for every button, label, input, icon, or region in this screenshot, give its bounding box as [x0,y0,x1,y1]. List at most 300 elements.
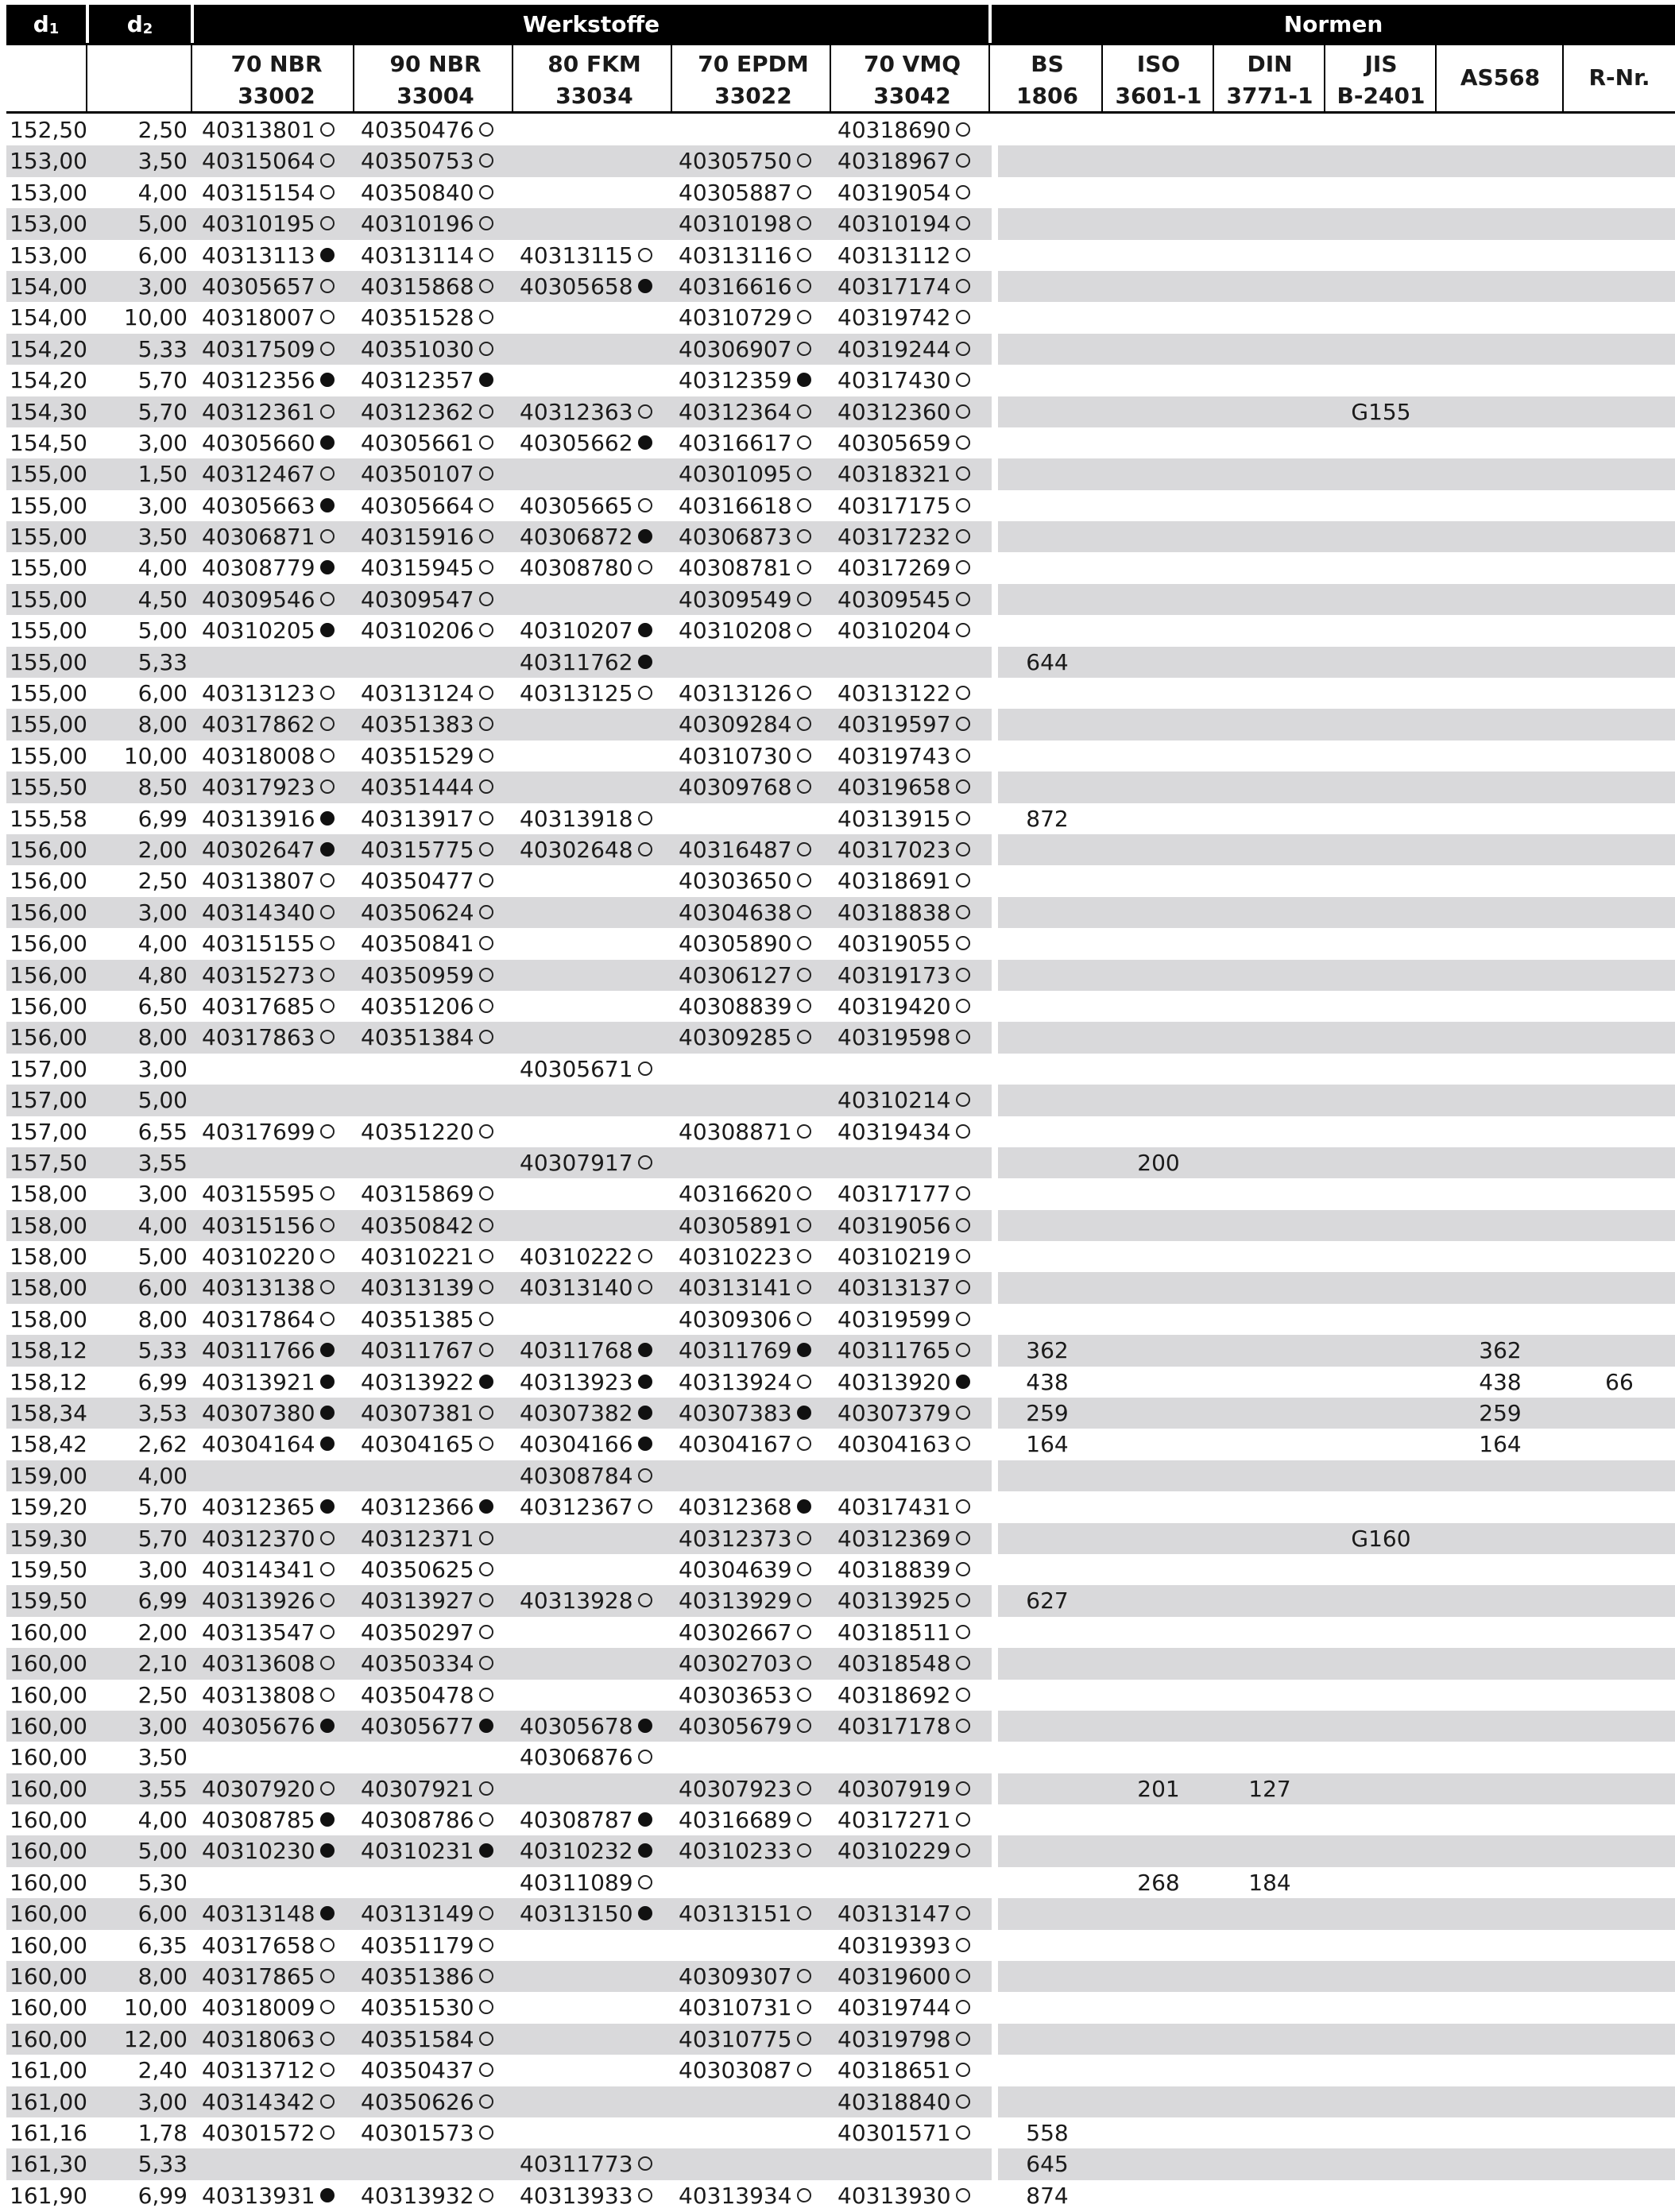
cell-norm-iso [1104,427,1213,458]
cell-material-33034 [520,1523,663,1554]
cell-material-33002 [202,1178,345,1209]
filled-circle-icon [479,1843,493,1858]
article-number: 40308781 [679,555,792,582]
cell-d1: 155,00 [10,617,87,644]
filled-circle-icon [320,1719,335,1733]
cell-d2: 4,00 [137,1807,188,1834]
cell-norm-as568 [1438,741,1562,771]
material-header-3 [674,45,833,110]
cell-norm-as568 [1438,2117,1562,2148]
cell-material-33042 [838,1961,981,1992]
open-circle-icon [320,686,335,700]
cell-norm-bs [993,1460,1101,1491]
cell-norm-rnr [1565,803,1673,834]
cell-d1: 155,00 [10,742,87,769]
table-row [6,1335,1675,1366]
cell-d1: 160,00 [10,1838,87,1865]
cell-norm-rnr [1565,1429,1673,1460]
table-row [6,1022,1675,1053]
cell-material-33002 [202,2148,345,2179]
article-number: 40313923 [520,1368,633,1395]
open-circle-icon [320,216,335,230]
cell-norm-as568 [1438,490,1562,521]
article-number: 40351384 [361,1024,474,1051]
cell-norm-iso [1104,1429,1213,1460]
cell-norm-rnr [1565,2180,1673,2211]
open-circle-icon [479,1625,493,1639]
article-number: 40311769 [679,1337,792,1364]
cell-material-33002 [202,1711,345,1742]
cell-d2: 2,50 [137,117,188,143]
cell-d2: 5,33 [137,335,188,362]
open-circle-icon [797,1124,811,1139]
article-number: 40318692 [838,1681,951,1708]
open-circle-icon [320,185,335,199]
article-number: 40313930 [838,2182,951,2209]
open-circle-icon [320,717,335,731]
open-circle-icon [479,748,493,763]
cell-material-33042 [838,145,981,176]
cell-norm-bs [993,1961,1101,1992]
cell-norm-iso [1104,2117,1213,2148]
cell-material-33004 [361,1930,504,1961]
cell-material-33034 [520,1804,663,1835]
cell-material-33002 [202,1742,345,1773]
cell-norm-jis [1327,1554,1435,1585]
cell-d1: 155,00 [10,524,87,551]
cell-norm-jis [1327,1617,1435,1648]
cell-material-33004 [361,2148,504,2179]
cell-norm-iso [1104,1241,1213,1272]
cell-material-33034 [520,1554,663,1585]
cell-norm-bs [993,552,1101,583]
cell-material-33002 [202,1930,345,1961]
cell-material-33002 [202,2086,345,2117]
open-circle-icon [956,1656,970,1670]
cell-norm-bs [993,1272,1101,1303]
cell-norm-bs [993,615,1101,646]
article-number: 40313925 [838,1587,951,1615]
open-circle-icon [320,1186,335,1201]
cell-d2: 2,40 [137,2057,188,2084]
cell-material-33002 [202,803,345,834]
table-row [6,584,1675,615]
cell-norm-iso [1104,834,1213,865]
cell-norm-jis [1327,584,1435,615]
cell-material-33034 [520,1367,663,1398]
open-circle-icon [797,1437,811,1451]
open-circle-icon [479,1437,493,1451]
article-number: 40310219 [838,1243,951,1270]
cell-material-33034 [520,334,663,365]
cell-material-33022 [679,114,822,145]
cell-material-33034 [520,1272,663,1303]
table-row [6,2180,1675,2211]
cell-norm-as568 [1438,1116,1562,1147]
filled-circle-icon [638,1375,652,1389]
open-circle-icon [320,2125,335,2140]
cell-material-33042 [838,1304,981,1335]
article-number: 40319054 [838,179,951,206]
cell-material-33002 [202,865,345,896]
cell-norm-din [1216,1804,1324,1835]
cell-material-33004 [361,1304,504,1335]
table-row [6,521,1675,552]
cell-material-33034 [520,1961,663,1992]
cell-norm-bs [993,1022,1101,1053]
cell-norm-bs [993,271,1101,302]
cell-material-33022 [679,1742,822,1773]
open-circle-icon [479,2094,493,2109]
open-circle-icon [956,1280,970,1294]
article-number: 40351206 [361,992,474,1019]
material-header-0 [197,45,356,110]
cell-d2: 3,00 [137,2088,188,2115]
header-separator [1101,45,1103,112]
open-circle-icon [479,498,493,512]
cell-d1: 158,00 [10,1274,87,1301]
cell-d1: 155,58 [10,805,87,832]
cell-material-33034 [520,1241,663,1272]
open-circle-icon [797,717,811,731]
table-row [6,1304,1675,1335]
cell-material-33022 [679,865,822,896]
cell-norm-jis: G155 [1351,398,1411,425]
cell-material-33034 [520,2180,663,2211]
cell-d1: 154,50 [10,429,87,456]
cell-norm-iso [1104,396,1213,427]
cell-norm-bs [993,458,1101,489]
cell-norm-din [1216,928,1324,959]
cell-norm-jis [1327,1460,1435,1491]
cell-norm-bs [993,2055,1101,2086]
cell-material-33002 [202,521,345,552]
cell-material-33002 [202,208,345,239]
cell-d2: 4,00 [137,1462,188,1489]
header-separator [353,45,354,112]
cell-norm-iso [1104,552,1213,583]
cell-norm-din [1216,1742,1324,1773]
open-circle-icon [479,122,493,137]
cell-material-33002 [202,1773,345,1804]
cell-material-33022 [679,145,822,176]
filled-circle-icon [320,811,335,826]
article-number: 40305663 [202,492,315,519]
article-number: 40315945 [361,555,474,582]
cell-d1: 159,00 [10,1462,87,1489]
cell-norm-iso [1104,1398,1213,1429]
cell-norm-bs [993,1116,1101,1147]
cell-material-33042 [838,458,981,489]
cell-norm-jis [1327,1992,1435,2023]
open-circle-icon [956,842,970,857]
cell-material-33022 [679,271,822,302]
cell-material-33022 [679,396,822,427]
cell-d1: 159,30 [10,1525,87,1552]
cell-d2: 6,99 [137,2182,188,2209]
open-circle-icon [320,1218,335,1232]
cell-norm-rnr [1565,1491,1673,1522]
cell-norm-jis [1327,240,1435,271]
article-number: 40310207 [520,617,633,644]
header-d1-sub: 1 [48,20,60,37]
cell-material-33002 [202,552,345,583]
cell-norm-rnr [1565,1961,1673,1992]
cell-material-33002 [202,709,345,740]
cell-d2: 8,00 [137,1963,188,1990]
article-number: 40308780 [520,555,633,582]
cell-material-33022 [679,458,822,489]
cell-material-33002 [202,1992,345,2023]
cell-norm-bs [993,334,1101,365]
cell-norm-bs: 645 [1026,2151,1069,2178]
open-circle-icon [797,623,811,637]
article-number: 40351530 [361,1994,474,2021]
article-number: 40314342 [202,2088,315,2115]
cell-norm-din [1216,615,1324,646]
cell-material-33034 [520,240,663,271]
table-row [6,834,1675,865]
open-circle-icon [797,1812,811,1827]
article-number: 40306907 [679,335,792,362]
cell-d1: 154,00 [10,304,87,331]
cell-norm-jis [1327,1241,1435,1272]
cell-material-33034 [520,803,663,834]
cell-material-33042 [838,240,981,271]
cell-material-33002 [202,1617,345,1648]
cell-norm-jis [1327,647,1435,678]
table-row [6,1804,1675,1835]
table-row [6,1116,1675,1147]
open-circle-icon [797,905,811,919]
article-number: 40307382 [520,1400,633,1427]
cell-d2: 6,00 [137,1901,188,1928]
cell-norm-jis [1327,2024,1435,2055]
cell-material-33042 [838,114,981,145]
cell-material-33022 [679,2117,822,2148]
cell-material-33042 [838,615,981,646]
cell-norm-din [1216,2117,1324,2148]
open-circle-icon [797,1562,811,1576]
cell-material-33034 [520,490,663,521]
cell-d2: 6,55 [137,1118,188,1145]
cell-material-33042 [838,1241,981,1272]
cell-d2: 4,00 [137,555,188,582]
cell-norm-din [1216,834,1324,865]
cell-norm-rnr [1565,2055,1673,2086]
cell-norm-iso: 268 [1137,1869,1180,1896]
cell-norm-rnr [1565,1554,1673,1585]
cell-norm-as568 [1438,897,1562,928]
table-row [6,2086,1675,2117]
cell-material-33004 [361,1585,504,1616]
cell-norm-bs [993,928,1101,959]
article-number: 40350625 [361,1556,474,1583]
article-number: 40313124 [361,680,474,707]
cell-norm-jis: G160 [1351,1525,1411,1552]
cell-norm-bs [993,865,1101,896]
cell-material-33022 [679,1272,822,1303]
cell-material-33002 [202,1648,345,1679]
cell-norm-bs [993,741,1101,771]
article-number: 40310229 [838,1838,951,1865]
article-number: 40308779 [202,555,315,582]
cell-norm-bs [993,771,1101,802]
article-number: 40310232 [520,1838,633,1865]
table-row [6,1680,1675,1711]
cell-norm-rnr [1565,1304,1673,1335]
cell-norm-as568 [1438,1804,1562,1835]
article-number: 40310206 [361,617,474,644]
cell-norm-iso [1104,365,1213,396]
cell-material-33022 [679,2148,822,2179]
open-circle-icon [956,1499,970,1514]
article-number: 40309768 [679,774,792,801]
article-number: 40317023 [838,836,951,863]
cell-material-33004 [361,1241,504,1272]
cell-material-33022 [679,1367,822,1398]
cell-material-33042 [838,647,981,678]
open-circle-icon [956,1531,970,1545]
cell-norm-jis [1327,427,1435,458]
header-norms-group [992,5,1675,43]
open-circle-icon [797,248,811,262]
article-number: 40310221 [361,1243,474,1270]
cell-norm-as568 [1438,1742,1562,1773]
article-number: 40312373 [679,1525,792,1552]
open-circle-icon [479,1280,493,1294]
table-row [6,1617,1675,1648]
article-number: 40318691 [838,868,951,895]
cell-norm-din [1216,1147,1324,1178]
cell-material-33022 [679,1680,822,1711]
article-number: 40310729 [679,304,792,331]
cell-norm-jis [1327,1022,1435,1053]
cell-d2: 2,00 [137,836,188,863]
open-circle-icon [479,1562,493,1576]
cell-norm-bs: 164 [1026,1431,1069,1458]
cell-norm-iso [1104,1961,1213,1992]
cell-material-33042 [838,1680,981,1711]
article-number: 40305665 [520,492,633,519]
open-circle-icon [797,686,811,700]
open-circle-icon [638,1875,652,1889]
article-number: 40313922 [361,1368,474,1395]
cell-material-33002 [202,1304,345,1335]
open-circle-icon [797,968,811,982]
cell-norm-din [1216,177,1324,208]
open-circle-icon [956,1625,970,1639]
article-number: 40313927 [361,1587,474,1615]
article-number: 40310195 [202,211,315,238]
cell-material-33002 [202,145,345,176]
cell-material-33004 [361,834,504,865]
cell-material-33004 [361,1961,504,1992]
cell-norm-din [1216,865,1324,896]
cell-material-33042 [838,271,981,302]
cell-norm-iso [1104,2024,1213,2055]
article-number: 40313801 [202,117,315,143]
cell-d1: 160,00 [10,1744,87,1771]
open-circle-icon [797,404,811,419]
cell-norm-din [1216,302,1324,333]
cell-material-33034 [520,1304,663,1335]
cell-norm-bs [993,960,1101,991]
article-number: 40310222 [520,1243,633,1270]
cell-d1: 160,00 [10,1932,87,1959]
cell-material-33042 [838,678,981,709]
article-number: 40308871 [679,1118,792,1145]
cell-d2: 5,70 [137,1494,188,1521]
open-circle-icon [956,185,970,199]
open-circle-icon [479,811,493,826]
cell-material-33042 [838,960,981,991]
cell-norm-rnr [1565,1930,1673,1961]
cell-norm-rnr [1565,1022,1673,1053]
cell-material-33004 [361,1398,504,1429]
cell-d1: 159,50 [10,1587,87,1615]
cell-d2: 6,00 [137,1274,188,1301]
open-circle-icon [797,498,811,512]
cell-material-33034 [520,1429,663,1460]
cell-d1: 160,00 [10,1775,87,1802]
cell-material-33034 [520,114,663,145]
article-number: 40350624 [361,899,474,926]
cell-norm-rnr [1565,709,1673,740]
cell-d2: 3,00 [137,1055,188,1082]
article-number: 40319597 [838,711,951,738]
cell-d2: 4,00 [137,930,188,957]
cell-norm-rnr [1565,2086,1673,2117]
cell-material-33042 [838,991,981,1022]
open-circle-icon [479,1249,493,1263]
cell-material-33022 [679,552,822,583]
article-number: 40318839 [838,1556,951,1583]
cell-d1: 154,20 [10,335,87,362]
cell-norm-jis [1327,1867,1435,1898]
table-row [6,1961,1675,1992]
open-circle-icon [320,279,335,293]
cell-norm-as568 [1438,960,1562,991]
table-row [6,897,1675,928]
cell-norm-as568 [1438,2024,1562,2055]
cell-material-33022 [679,1022,822,1053]
cell-norm-as568 [1438,1304,1562,1335]
cell-material-33002 [202,1022,345,1053]
cell-norm-rnr [1565,2024,1673,2055]
cell-norm-iso [1104,1835,1213,1866]
article-number: 40313112 [838,242,951,269]
open-circle-icon [320,529,335,543]
cell-norm-bs: 362 [1026,1337,1069,1364]
cell-material-33022 [679,991,822,1022]
open-circle-icon [320,404,335,419]
cell-norm-bs [993,584,1101,615]
cell-material-33034 [520,1773,663,1804]
cell-material-33022 [679,897,822,928]
open-circle-icon [797,1625,811,1639]
cell-material-33022 [679,2055,822,2086]
article-number: 40316620 [679,1181,792,1208]
norm-header-2-name: DIN [1247,51,1293,77]
material-header-1-code: 33004 [397,83,474,109]
cell-norm-as568: 362 [1479,1337,1522,1364]
cell-norm-rnr [1565,552,1673,583]
cell-material-33034 [520,741,663,771]
cell-norm-din [1216,145,1324,176]
cell-norm-bs [993,1742,1101,1773]
open-circle-icon [638,1468,652,1483]
